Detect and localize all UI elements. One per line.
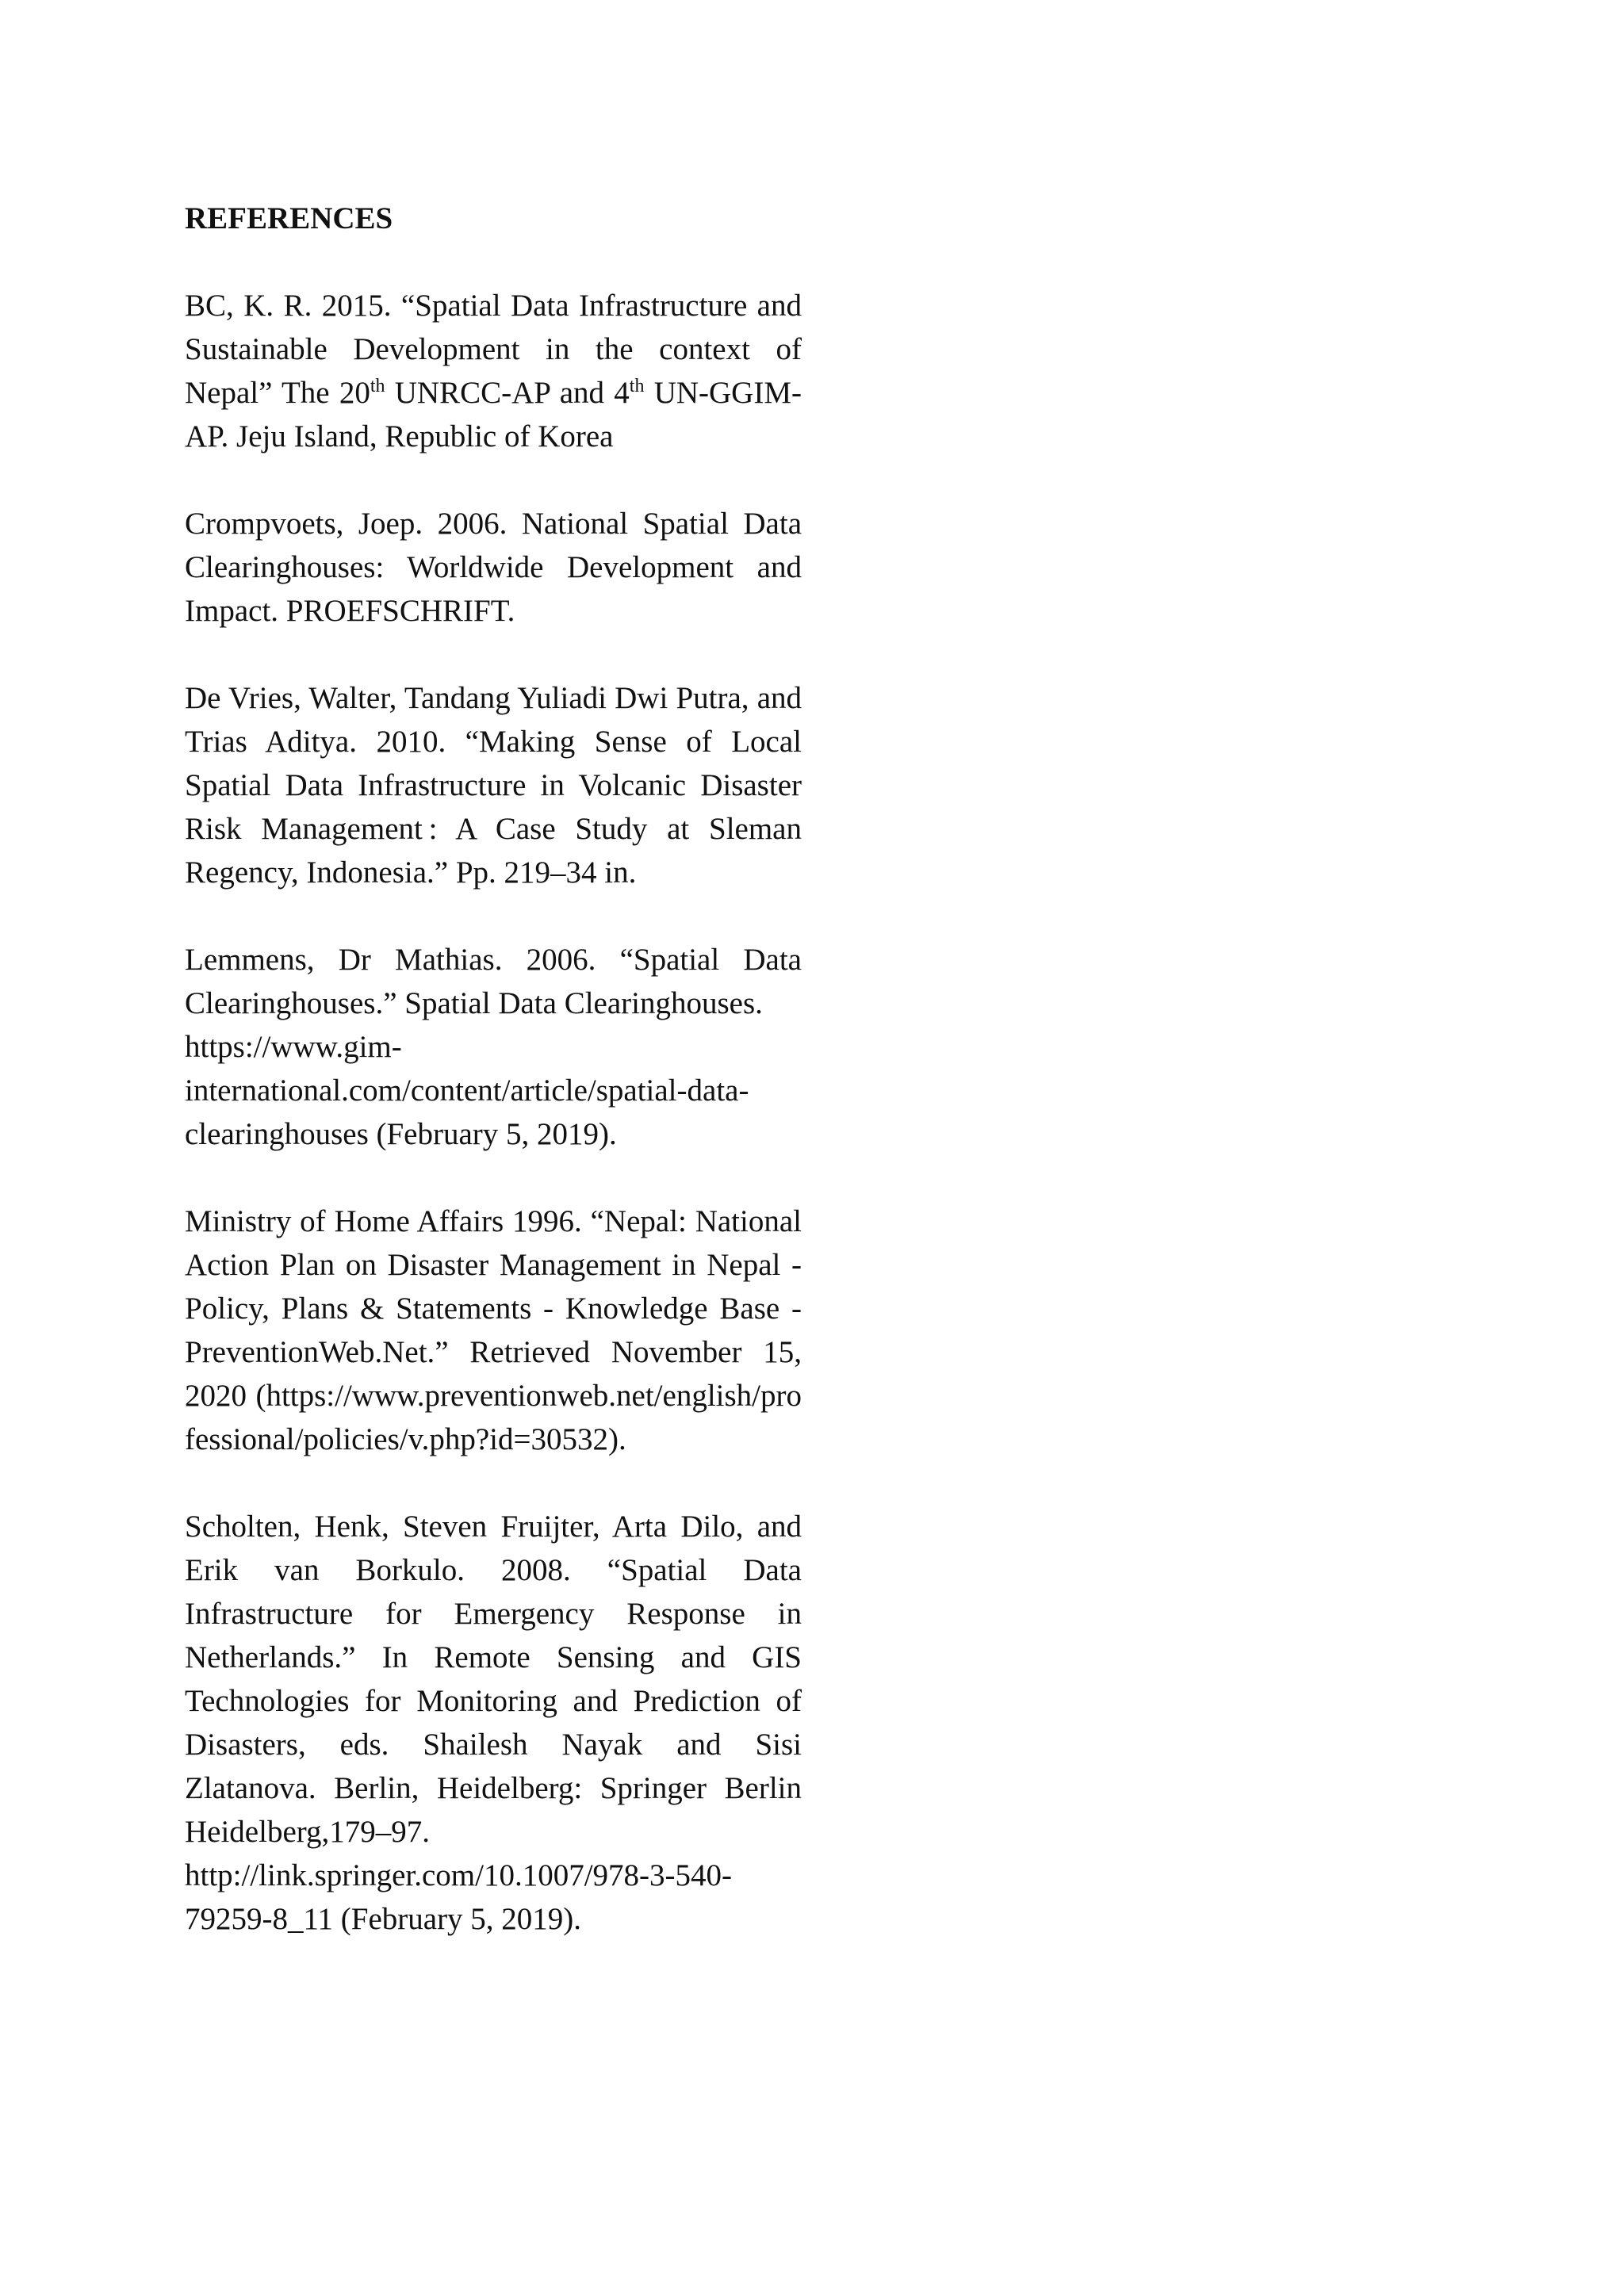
reference-bc-text-2: UNRCC-AP and 4: [385, 376, 630, 410]
references-heading: REFERENCES: [185, 201, 393, 235]
ordinal-suffix: th: [629, 376, 645, 396]
reference-scholten-2008: [185, 1505, 802, 1941]
reference-lemmens-url-2[interactable]: international.com/content/article/spatial-data-: [185, 1073, 749, 1108]
reference-ministry-text: Ministry of Home Affairs 1996. “Nepal: National Action Plan on Disaster Management in Nepal -Policy, Plans & Statements - Knowledge Base -PreventionWeb.Net.” Retrieved November 15, 2020: [185, 1204, 802, 1413]
reference-bc-2015: [185, 284, 802, 458]
reference-lemmens-url-1[interactable]: https://www.gim-: [185, 1030, 402, 1064]
reference-ministry-1996: [185, 1200, 802, 1461]
reference-bc-text-3: UN-GGIM-AP. Jeju Island, Republic of Korea: [185, 376, 802, 453]
reference-lemmens-url-3[interactable]: clearinghouses (February 5, 2019).: [185, 1117, 617, 1151]
reference-lemmens-2006: [185, 938, 802, 1156]
reference-devries-2010: De Vries, Walter, Tandang Yuliadi Dwi Putra, and Trias Aditya. 2010. “Making Sense of Local Spatial Data Infrastructure in Volcanic Disaster Risk Management : A Case Study at Sleman Regency, Indonesia.” Pp. 219–34 in.: [185, 681, 802, 890]
reference-crompvoets-2006: Crompvoets, Joep. 2006. National Spatial Data Clearinghouses: Worldwide Development and Impact. PROEFSCHRIFT.: [185, 507, 802, 628]
reference-ministry-url[interactable]: (https://www.preventionweb.net/english/professional/policies/v.php?id=30532).: [185, 1379, 802, 1456]
ordinal-suffix: th: [370, 376, 385, 396]
references-column: [185, 197, 802, 1984]
reference-scholten-url-2[interactable]: 79259-8_11 (February 5, 2019).: [185, 1902, 582, 1936]
reference-scholten-text: Scholten, Henk, Steven Fruijter, Arta Dilo, and Erik van Borkulo. 2008. “Spatial Data Infrastructure for Emergency Response in Netherlands.” In Remote Sensing and GIS Technologies for Monitoring and Prediction of Disasters, eds. Shailesh Nayak and Sisi Zlatanova. Berlin, Heidelberg: Springer Berlin Heidelberg,179–97.: [185, 1510, 802, 1849]
reference-bc-text-1: BC, K. R. 2015. “Spatial Data Infrastructure and Sustainable Development in the context of Nepal” The 20: [185, 289, 802, 410]
reference-scholten-url-1[interactable]: http://link.springer.com/10.1007/978-3-540-: [185, 1858, 733, 1892]
reference-lemmens-text: Lemmens, Dr Mathias. 2006. “Spatial Data Clearinghouses.” Spatial Data Clearinghouses.: [185, 943, 802, 1020]
